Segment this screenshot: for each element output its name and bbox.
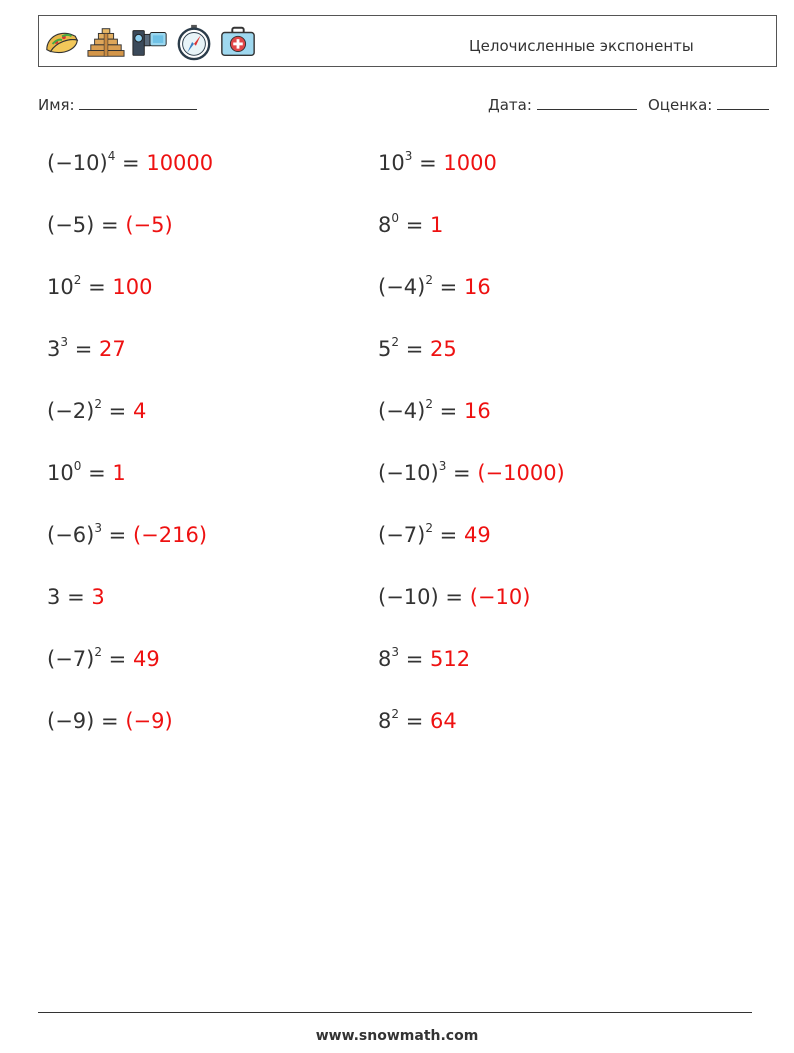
problem-item — [47, 212, 173, 238]
problem-answer: (−5) — [125, 213, 173, 237]
equals-sign: = — [439, 523, 458, 547]
problem-item — [47, 646, 160, 672]
problem-base: (−5) — [47, 213, 95, 237]
equals-sign: = — [439, 399, 458, 423]
problem-item — [378, 336, 457, 362]
name-blank[interactable] — [79, 95, 197, 110]
problem-base: 8 — [378, 709, 392, 733]
problem-answer: (−1000) — [477, 461, 565, 485]
equals-sign: = — [101, 709, 119, 733]
problem-answer: 64 — [430, 709, 457, 733]
name-label: Имя: — [38, 96, 75, 114]
problem-exponent: 2 — [94, 397, 102, 411]
footer-url: www.snowmath.com — [315, 1028, 479, 1044]
equals-sign: = — [439, 275, 458, 299]
problem-base: (−9) — [47, 709, 95, 733]
problem-exponent: 3 — [438, 459, 447, 473]
problem-item — [47, 274, 152, 300]
header-icons — [43, 22, 257, 62]
problem-item — [47, 336, 126, 362]
problem-base: 5 — [378, 337, 392, 361]
problem-answer: 25 — [430, 337, 457, 361]
taco-icon — [43, 23, 81, 61]
camcorder-icon — [131, 23, 169, 61]
problem-base: 8 — [378, 647, 392, 671]
problem-item — [378, 708, 457, 734]
equals-sign: = — [122, 151, 140, 175]
problem-item — [378, 646, 470, 672]
problem-answer: 1 — [430, 213, 444, 237]
problem-answer: 10000 — [146, 151, 214, 175]
score-label: Оценка: — [648, 96, 713, 114]
problem-exponent: 2 — [391, 335, 400, 349]
date-label: Дата: — [488, 96, 532, 114]
problem-answer: 512 — [430, 647, 471, 671]
first-aid-kit-icon — [219, 23, 257, 61]
problem-item — [378, 398, 491, 424]
equals-sign: = — [405, 213, 424, 237]
problem-answer: 1 — [112, 461, 126, 485]
problem-answer: 100 — [112, 275, 153, 299]
problem-exponent: 2 — [425, 397, 433, 411]
problem-base: (−10) — [47, 151, 108, 175]
equals-sign: = — [445, 585, 463, 609]
equals-sign: = — [405, 647, 424, 671]
equals-sign: = — [405, 709, 424, 733]
problem-base: (−4) — [378, 275, 426, 299]
problem-item — [47, 522, 207, 548]
equals-sign: = — [74, 337, 93, 361]
problem-base: (−7) — [378, 523, 426, 547]
name-field — [38, 95, 197, 114]
problem-answer: 49 — [463, 523, 491, 547]
equals-sign: = — [101, 213, 119, 237]
problem-exponent: 3 — [60, 335, 69, 349]
worksheet-title: Целочисленные экспоненты — [469, 37, 694, 55]
problem-item — [47, 460, 126, 486]
problem-item — [378, 460, 565, 486]
problem-exponent: 3 — [404, 149, 413, 163]
problem-exponent: 0 — [73, 459, 82, 473]
problem-exponent: 3 — [391, 645, 400, 659]
problem-answer: (−10) — [469, 585, 531, 609]
problem-base: (−10) — [378, 585, 439, 609]
problem-answer: 3 — [91, 585, 105, 609]
problem-exponent: 2 — [391, 707, 400, 721]
compass-icon — [175, 23, 213, 61]
problem-answer: 16 — [463, 275, 491, 299]
problem-exponent: 2 — [425, 273, 433, 287]
problem-item — [47, 398, 146, 424]
problem-base: 8 — [378, 213, 392, 237]
problem-answer: (−216) — [132, 523, 208, 547]
problem-item — [378, 522, 491, 548]
problem-base: 10 — [47, 461, 74, 485]
problem-answer: 1000 — [443, 151, 497, 175]
equals-sign: = — [88, 461, 106, 485]
problem-base: (−10) — [378, 461, 439, 485]
problem-item — [378, 584, 530, 610]
problem-answer: 49 — [132, 647, 160, 671]
problem-item — [378, 274, 491, 300]
problem-base: (−4) — [378, 399, 426, 423]
problem-base: (−7) — [47, 647, 95, 671]
problem-base: 10 — [378, 151, 405, 175]
problem-answer: 27 — [99, 337, 126, 361]
date-blank[interactable] — [537, 95, 637, 110]
problem-exponent: 4 — [107, 149, 116, 163]
equals-sign: = — [108, 647, 127, 671]
problem-exponent: 3 — [94, 521, 102, 535]
equals-sign: = — [453, 461, 471, 485]
equals-sign: = — [88, 275, 106, 299]
equals-sign: = — [67, 585, 85, 609]
footer-divider — [38, 1012, 752, 1013]
problem-item — [378, 150, 497, 176]
pyramid-icon — [87, 23, 125, 61]
problem-exponent: 2 — [73, 273, 82, 287]
equals-sign: = — [405, 337, 424, 361]
problem-base: (−6) — [47, 523, 95, 547]
problem-exponent: 2 — [425, 521, 433, 535]
problem-exponent: 2 — [94, 645, 102, 659]
problem-answer: 16 — [463, 399, 491, 423]
problem-answer: (−9) — [125, 709, 173, 733]
problem-item — [378, 212, 443, 238]
problem-item — [47, 708, 173, 734]
problem-base: 10 — [47, 275, 74, 299]
problem-exponent: 0 — [391, 211, 400, 225]
equals-sign: = — [108, 523, 127, 547]
problem-base: (−2) — [47, 399, 95, 423]
problem-base: 3 — [47, 337, 61, 361]
worksheet-header — [38, 15, 777, 67]
equals-sign: = — [419, 151, 437, 175]
score-blank[interactable] — [717, 95, 769, 110]
score-field — [648, 95, 769, 114]
problem-base: 3 — [47, 585, 61, 609]
problem-answer: 4 — [132, 399, 147, 423]
problem-item — [47, 150, 213, 176]
date-field — [488, 95, 637, 114]
equals-sign: = — [108, 399, 127, 423]
problem-item — [47, 584, 105, 610]
